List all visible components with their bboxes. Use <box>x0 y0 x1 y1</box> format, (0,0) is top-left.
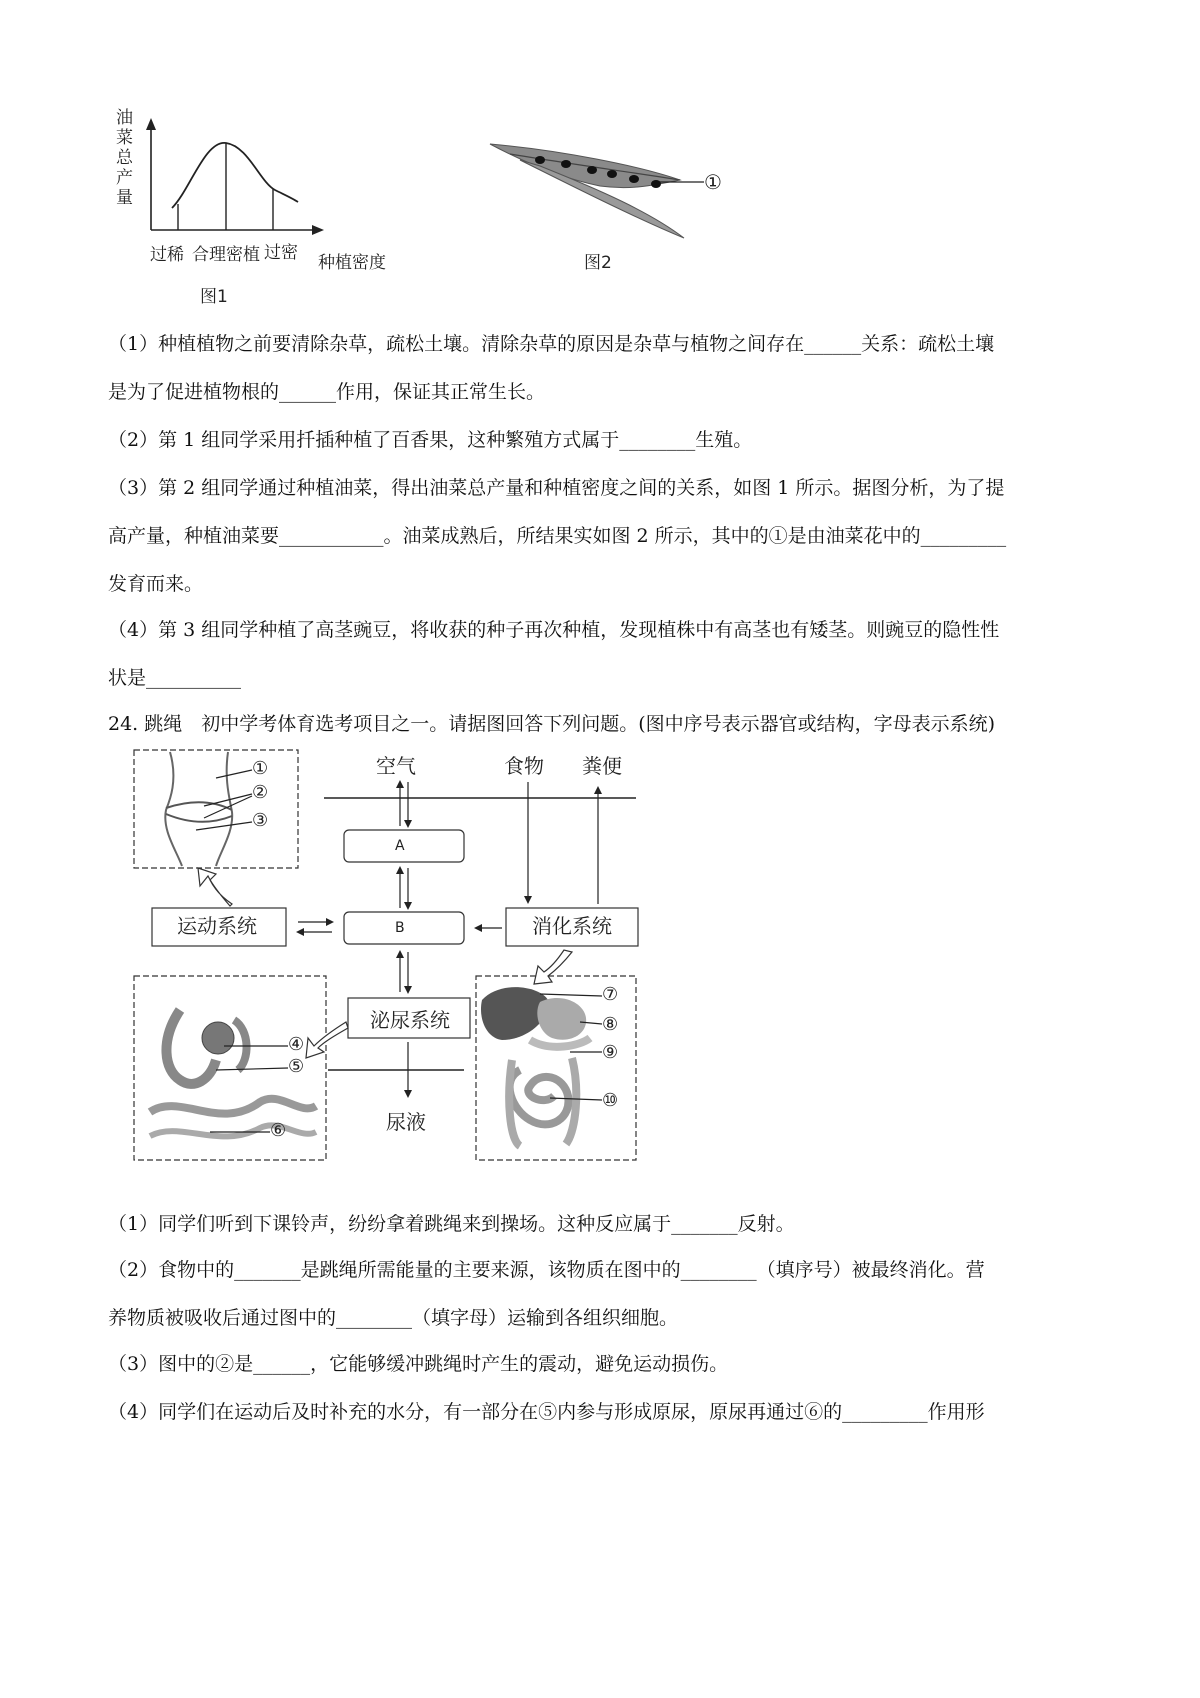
joint-bone-left <box>165 752 182 866</box>
q23-sub1-line1: （1）种植植物之前要清除杂草，疏松土壤。清除杂草的原因是杂草与植物之间存在______关系：疏松土壤 <box>108 333 995 355</box>
hollow-arrow-digestive <box>534 950 572 984</box>
digestive-to-b-arrow <box>474 924 482 932</box>
marker-6: ⑥ <box>270 1120 287 1141</box>
label-air: 空气 <box>376 754 416 778</box>
seed <box>629 175 639 183</box>
yield-curve <box>172 143 298 208</box>
motion-to-b-arrow <box>326 918 334 926</box>
q23-sub4-line2: 状是__________ <box>108 667 242 689</box>
fig1-ylabel: 油菜总产量 <box>116 108 133 208</box>
leader-3 <box>196 822 252 830</box>
x-axis-arrow <box>312 225 324 235</box>
feces-arrow <box>594 786 602 794</box>
q23-sub3-line3: 发育而来。 <box>108 573 204 595</box>
q24-sub3: （3）图中的②是______，它能够缓冲跳绳时产生的震动，避免运动损伤。 <box>108 1353 729 1375</box>
urine-arrow <box>404 1090 412 1098</box>
label-food: 食物 <box>504 754 544 778</box>
figure-2-pod <box>480 130 730 250</box>
capillary-network <box>150 1125 316 1136</box>
q24-sub4-line1: （4）同学们在运动后及时补充的水分，有一部分在⑤内参与形成原尿，原尿再通过⑥的_________作用形 <box>108 1401 985 1423</box>
leader-7 <box>540 994 602 996</box>
q23-sub3-line1: （3）第 2 组同学通过种植油菜，得出油菜总产量和种植密度之间的关系，如图 1 所示。据图分析，为了提 <box>108 477 1005 499</box>
leader-5 <box>216 1068 288 1070</box>
joint-frame <box>134 750 298 868</box>
hollow-arrow-nephron <box>306 1022 348 1058</box>
fig1-caption: 图1 <box>200 287 228 307</box>
fig1-tick-optimal: 合理密植 <box>192 245 260 265</box>
seed <box>651 180 661 188</box>
capsule <box>234 1020 247 1070</box>
label-box-a: A <box>395 838 405 854</box>
fig2-marker-1: ① <box>704 170 722 194</box>
q23-sub1-line2: 是为了促进植物根的______作用，保证其正常生长。 <box>108 381 546 403</box>
y-axis-arrow <box>146 118 156 130</box>
marker-10: ⑩ <box>602 1090 619 1111</box>
marker-5: ⑤ <box>288 1056 305 1077</box>
q23-sub4-line1: （4）第 3 组同学种植了高茎豌豆，将收获的种子再次种植，发现植株中有高茎也有矮茎。则豌豆的隐性性 <box>108 619 1000 641</box>
joint-surface <box>166 814 232 822</box>
bu-arrow-down <box>404 986 412 994</box>
fig2-caption: 图2 <box>584 253 612 273</box>
fig1-tick-sparse: 过稀 <box>150 245 184 265</box>
b-to-motion-arrow <box>296 928 304 936</box>
q24-title: 24. 跳绳 初中学考体育选考项目之一。请据图回答下列问题。(图中序号表示器官或结构，字母表示系统) <box>108 713 996 735</box>
marker-1: ① <box>252 758 269 779</box>
q24-sub2-line2: 养物质被吸收后通过图中的________（填字母）运输到各组织细胞。 <box>108 1307 679 1329</box>
q24-sub1: （1）同学们听到下课铃声，纷纷拿着跳绳来到操场。这种反应属于_______反射。 <box>108 1213 795 1235</box>
seed <box>561 160 571 168</box>
leader-2b <box>204 796 252 818</box>
ab-arrow-down <box>404 902 412 910</box>
fig1-tick-dense: 过密 <box>264 243 298 263</box>
label-urinary-system: 泌尿系统 <box>370 1008 450 1032</box>
q23-sub2: （2）第 1 组同学采用扦插种植了百香果，这种繁殖方式属于________生殖。 <box>108 429 753 451</box>
figure-1-chart <box>110 100 410 310</box>
ab-arrow-up <box>396 866 404 874</box>
air-arrow-down <box>404 820 412 828</box>
marker-4: ④ <box>288 1034 305 1055</box>
label-urine: 尿液 <box>386 1110 426 1134</box>
seed <box>587 166 597 174</box>
fig1-xlabel: 种植密度 <box>318 253 386 273</box>
food-arrow <box>524 896 532 904</box>
marker-8: ⑧ <box>602 1014 619 1035</box>
hollow-arrow-joint <box>198 868 232 906</box>
q24-sub2-line1: （2）食物中的_______是跳绳所需能量的主要来源，该物质在图中的________（填序号）被最终消化。营 <box>108 1259 985 1281</box>
label-feces: 粪便 <box>582 754 622 778</box>
marker-3: ③ <box>252 810 269 831</box>
marker-2: ② <box>252 782 269 803</box>
label-motion-system: 运动系统 <box>177 914 257 938</box>
marker-7: ⑦ <box>602 984 619 1005</box>
small-intestine <box>510 1070 569 1124</box>
label-digestive-system: 消化系统 <box>532 914 612 938</box>
stomach <box>537 998 586 1040</box>
seed <box>535 156 545 164</box>
q23-sub3-line2: 高产量，种植油菜要___________。油菜成熟后，所结果实如图 2 所示，其中的①是由油菜花中的_________ <box>108 525 1007 547</box>
marker-9: ⑨ <box>602 1042 619 1063</box>
leader-1 <box>216 770 252 778</box>
air-arrow-up <box>396 780 404 788</box>
bu-arrow-up <box>396 950 404 958</box>
glomerulus <box>202 1022 234 1054</box>
seed <box>607 170 617 178</box>
label-box-b: B <box>395 920 405 936</box>
joint-surface <box>166 802 232 810</box>
capillary-network <box>150 1099 316 1114</box>
